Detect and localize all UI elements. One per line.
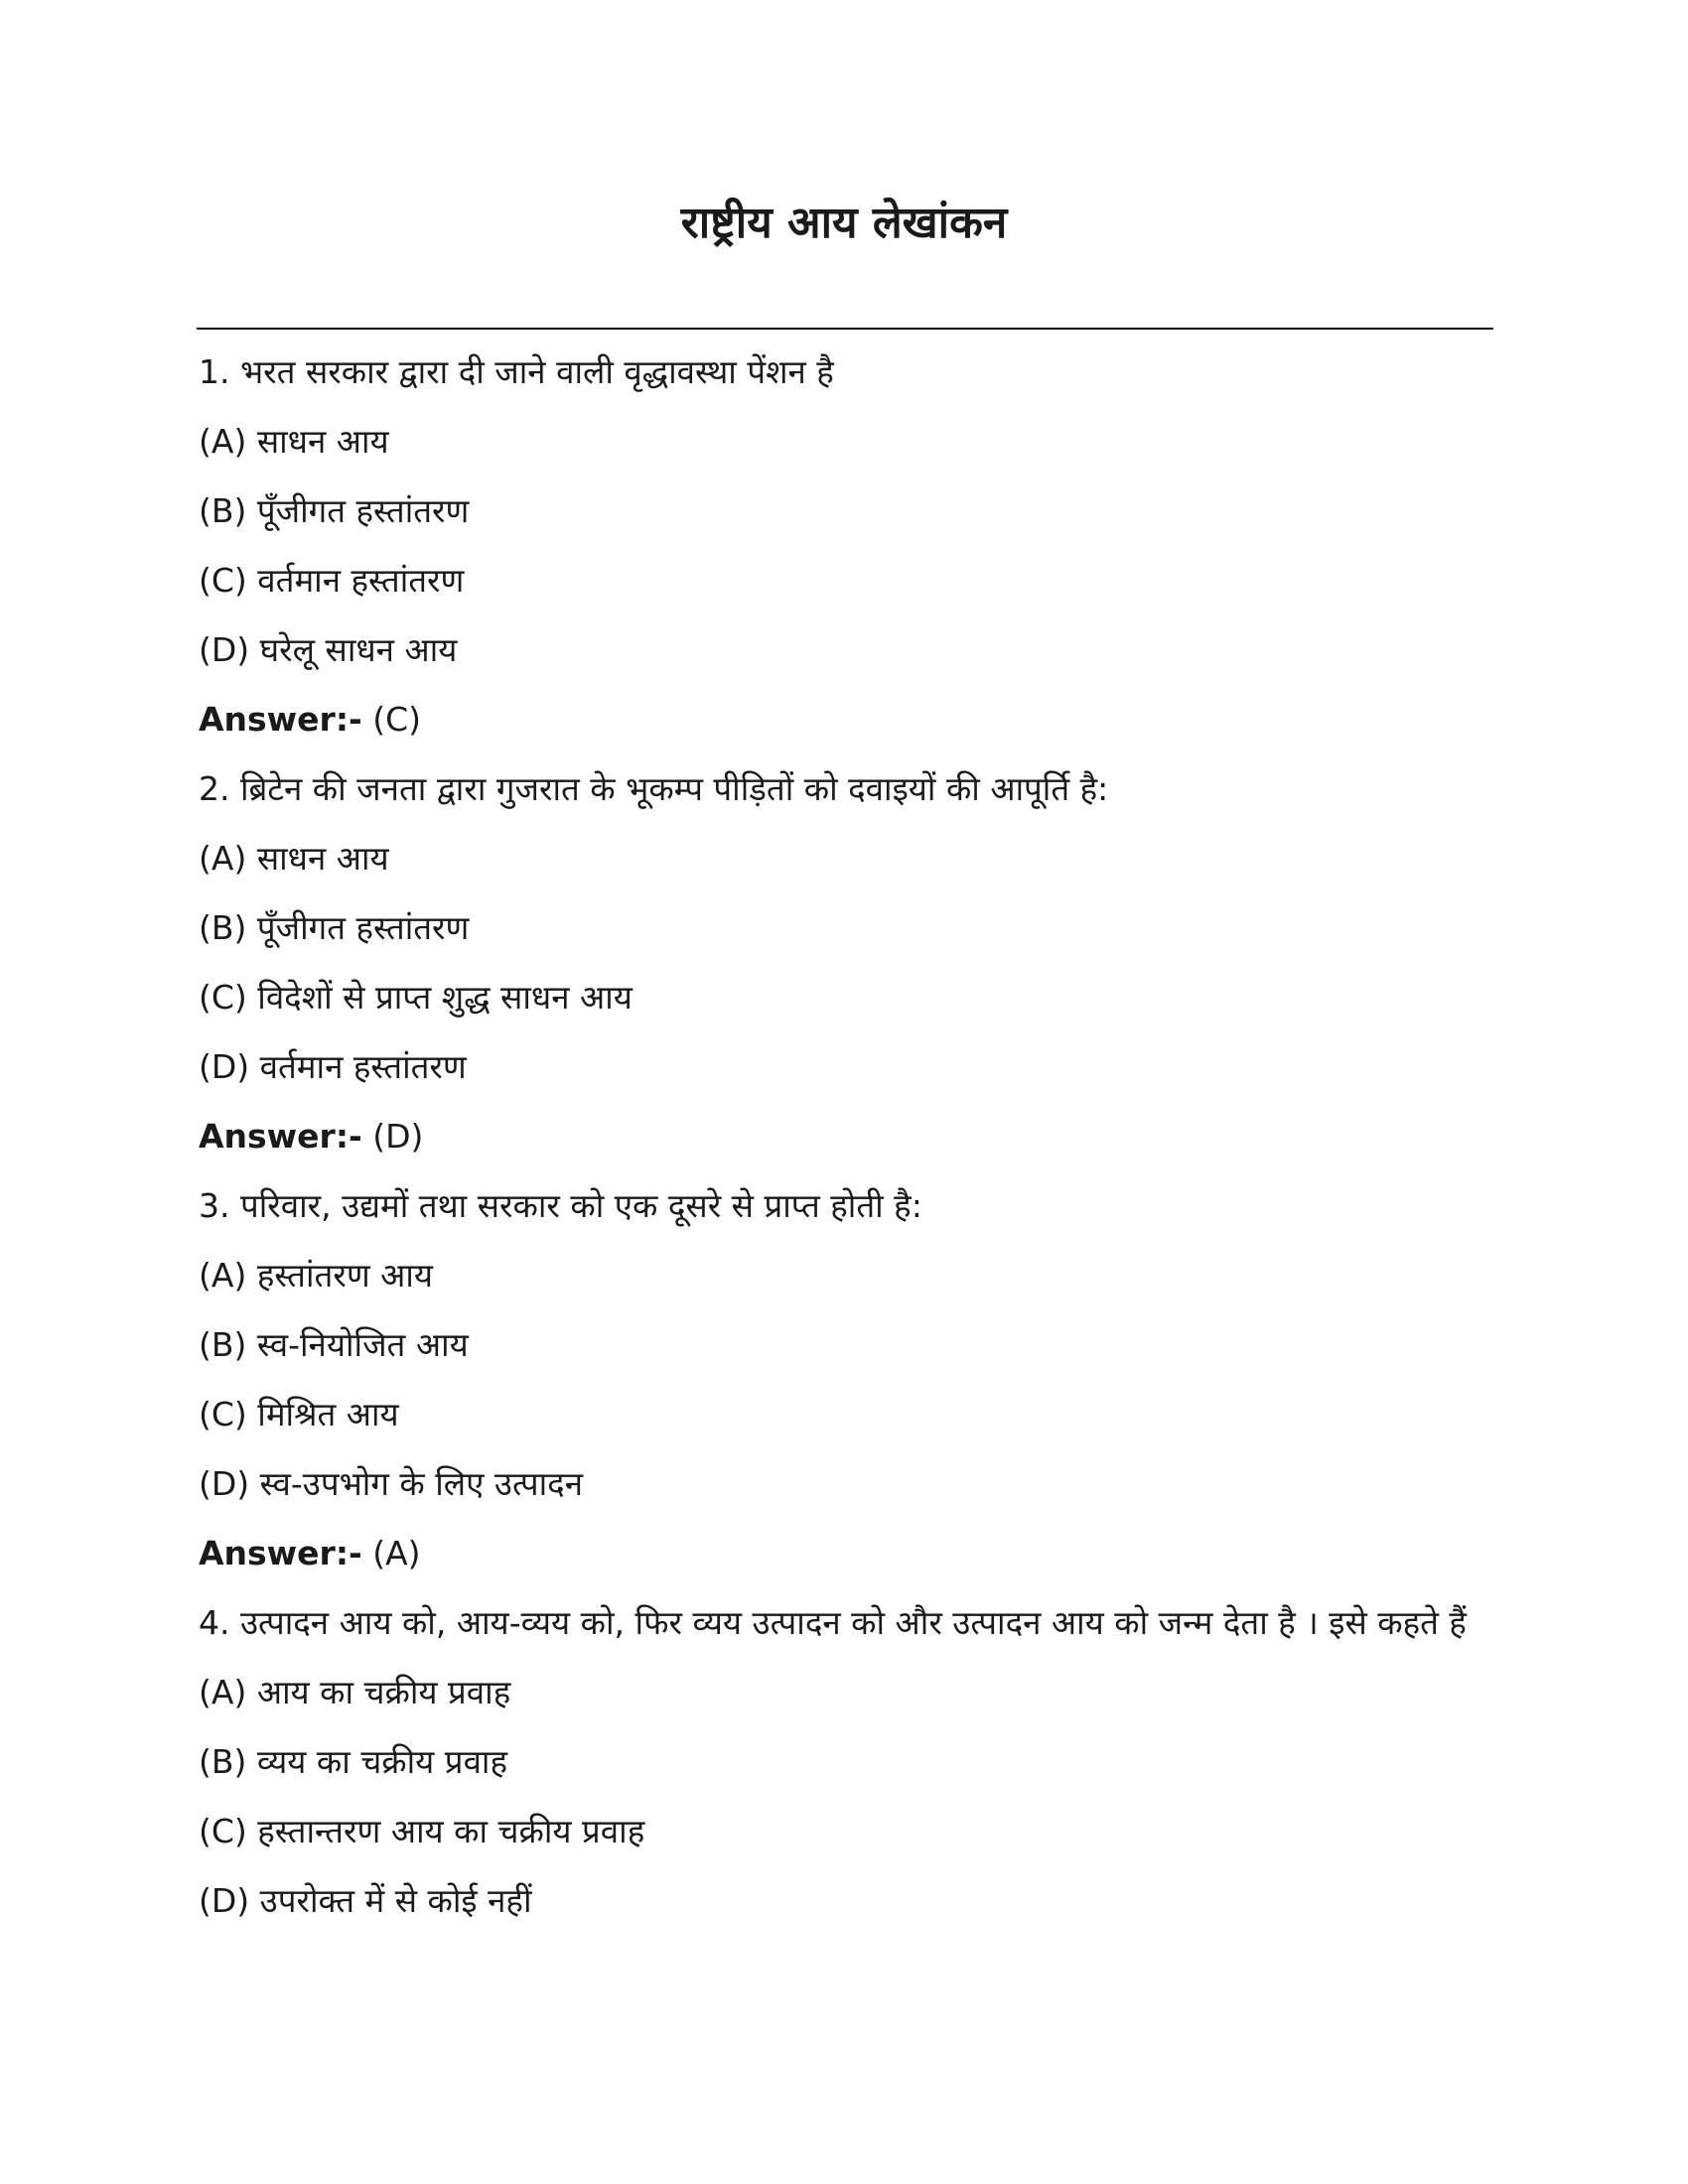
option-a: (A) हस्तांतरण आय — [199, 1256, 434, 1295]
answer-value: (D) — [361, 1117, 424, 1156]
question-text: 4. उत्पादन आय को, आय-व्यय को, फिर व्यय उत्पादन को और उत्पादन आय को जन्म देता है । इसे कहते हैं — [199, 1603, 1467, 1642]
question-block-1 — [199, 349, 1489, 743]
option-c: (C) वर्तमान हस्तांतरण — [199, 561, 465, 600]
title-divider — [197, 328, 1493, 330]
question-text: 3. परिवार, उद्यमों तथा सरकार को एक दूसरे से प्राप्त होती है: — [199, 1186, 922, 1225]
answer-line — [199, 1531, 1489, 1576]
option-d: (D) उपरोक्त में से कोई नहीं — [199, 1881, 532, 1920]
answer-label: Answer:- — [199, 1117, 362, 1156]
answer-line — [199, 1114, 1489, 1160]
option-b: (B) पूँजीगत हस्तांतरण — [199, 491, 470, 530]
option-a: (A) साधन आय — [199, 422, 389, 461]
option-b: (B) स्व-नियोजित आय — [199, 1325, 469, 1364]
question-block-4 — [199, 1600, 1489, 1924]
page-title: राष्ट्रीय आय लेखांकन — [680, 198, 1008, 248]
answer-value: (A) — [361, 1534, 421, 1572]
option-c: (C) हस्तान्तरण आय का चक्रीय प्रवाह — [199, 1812, 645, 1850]
option-c: (C) विदेशों से प्राप्त शुद्ध साधन आय — [199, 978, 633, 1017]
question-block-2 — [199, 766, 1489, 1160]
option-d: (D) वर्तमान हस्तांतरण — [199, 1047, 467, 1086]
option-b: (B) पूँजीगत हस्तांतरण — [199, 908, 470, 947]
answer-label: Answer:- — [199, 700, 362, 739]
answer-label: Answer:- — [199, 1534, 362, 1572]
question-text: 2. ब्रिटेन की जनता द्वारा गुजरात के भूकम्प पीड़ितों को दवाइयों की आपूर्ति है: — [199, 769, 1109, 808]
option-b: (B) व्यय का चक्रीय प्रवाह — [199, 1742, 507, 1781]
answer-value: (C) — [361, 700, 421, 739]
answer-line — [199, 697, 1489, 743]
option-a: (A) साधन आय — [199, 839, 389, 878]
option-a: (A) आय का चक्रीय प्रवाह — [199, 1673, 511, 1711]
question-text: 1. भरत सरकार द्वारा दी जाने वाली वृद्धावस्था पेंशन है — [199, 352, 834, 391]
question-list — [199, 349, 1489, 1948]
question-block-3 — [199, 1183, 1489, 1576]
option-c: (C) मिश्रित आय — [199, 1395, 399, 1433]
option-d: (D) घरेलू साधन आय — [199, 630, 458, 669]
option-d: (D) स्व-उपभोग के लिए उत्पादन — [199, 1464, 584, 1503]
